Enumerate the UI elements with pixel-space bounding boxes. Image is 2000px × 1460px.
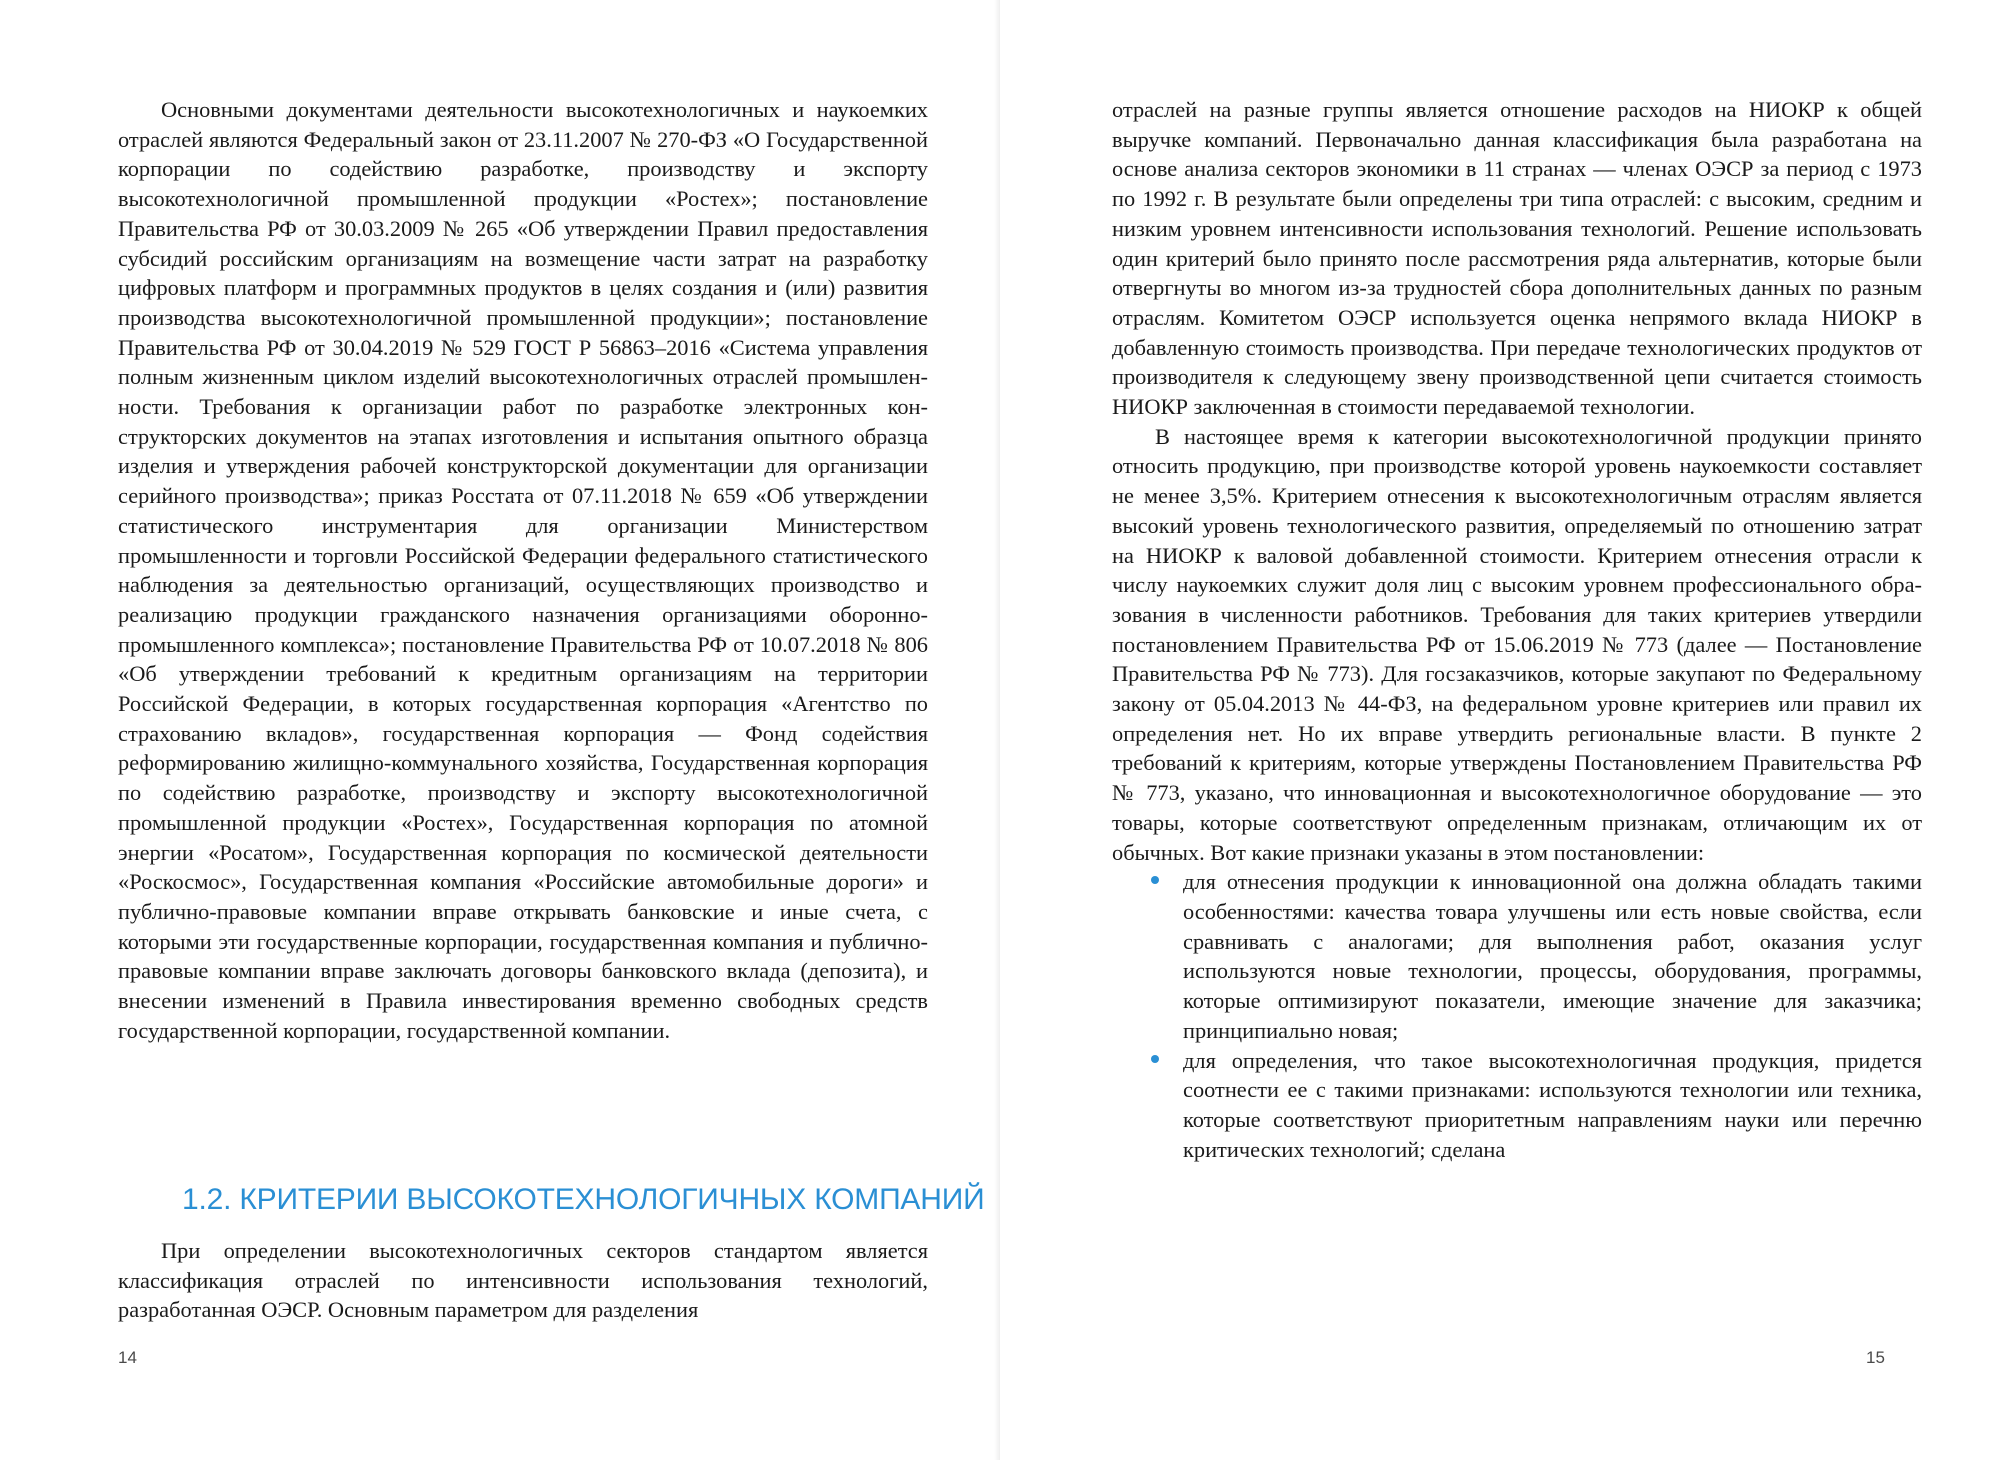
list-item: [1112, 867, 1922, 1045]
page-number-left: 14: [118, 1348, 137, 1367]
right-page: [1000, 0, 2000, 1460]
list-item-text: для отнесения продукции к инновационной она должна обладать такими особенностями: качества товара улучшены или есть новые свойства, если сравнивать с аналогами; для выполнения работ, оказания услуг используются новые технологии, процессы, оборудования, программы, которые оптимизируют показатели, имеющие значение для заказчика; принципиально новая;: [1183, 869, 1922, 1043]
criteria-list: [1112, 867, 1922, 1164]
right-paragraph: В настоящее время к категории высокотехнологичной продукции принято относить продукцию, при производстве которой уровень наукоемкости составляет не менее 3,5%. Критерием отнесения к высокотехнологичным отраслям является высокий уровень технологического развития, определяемый по отношению затрат на НИОКР к валовой добавленной стоимости. Критерием отнесения отрасли к числу наукоемких служит доля лиц с высоким уровнем профессионального образования в численности работников. Требования для таких критериев утвердили постановлением Правительства РФ от 15.06.2019 № 773 (далее — Постановление Правительства РФ № 773). Для госзаказчиков, которые закупают по Федеральному закону от 05.04.2013 № 44-ФЗ, на федеральном уровне критериев или правил их определения нет. Но их вправе утвердить региональные власти. В пункте 2 требований к критериям, которые утверждены Постановлением Правительства РФ № 773, указано, что инновационная и высокотехнологичное оборудование — это товары, которые соответствуют определенным признакам, отличающим их от обычных. Вот какие признаки указаны в этом постановлении:: [1112, 423, 1922, 865]
left-paragraph: Основными документами деятельности высокотехнологичных и наукоемких отраслей являются Федеральный закон от 23.11.2007 № 270-ФЗ «О Государственной корпорации по содействию разработке, производству и экспорту высокотехнологичной промышленной продукции «Ростех»; постановление Правительства РФ от 30.03.2009 № 265 «Об утверждении Правил предоставления субсидий российским организациям на возмещение части затрат на разработку цифровых платформ и программных продуктов в целях создания и (или) развития производства высокотехнологичной промышленной продукции»; постановление Правительства РФ от 30.04.2019 № 529 ГОСТ Р 56863–2016 «Система управления полным жизненным циклом изделий высокотехнологичных отраслей промышленности. Требования к организации работ по разработке электронных конструкторских документов на этапах изготовления и испытания опытного образца изделия и утверждения рабочей конструкторской документации для организации серийного производства»; приказ Росстата от 07.11.2018 № 659 «Об утверждении статистического инструментария для организации Министерством промышленности и торговли Российской Федерации федерального статистического наблюдения за деятельностью организаций, осуществляющих производство и реализацию продукции гражданского назначения организациями оборонно-промышленного комплекса»; постановление Правительства РФ от 10.07.2018 № 806 «Об утверждении требований к кредитным организациям на территории Российской Федерации, в которых государственная корпорация «Агентство по страхованию вкладов», государственная корпорация — Фонд содействия реформированию жилищно-коммунального хозяйства, Государственная корпорация по содействию разработке, производству и экспорту высокотехнологичной промышленной продукции «Ростех», Государственная корпорация по атомной энергии «Росатом», Государственная корпорация по космической деятельности «Роскосмос», Государственная компания «Российские автомобильные дороги» и публично-правовые компании вправе открывать банковские и иные счета, с которыми эти государственные корпорации, государственная компания и публично-правовые компании вправе заключать договоры банковского вклада (депозита), и внесении изменений в Правила инвестирования временно свободных средств государственной корпорации, государственной компании.: [118, 97, 928, 1043]
right-body-text: [1112, 95, 1922, 1164]
bullet-icon: [1151, 1055, 1159, 1063]
section-intro: [118, 1236, 928, 1325]
section-heading: 1.2. КРИТЕРИИ ВЫСОКОТЕХНОЛОГИЧНЫХ КОМПАНИЙ: [182, 1183, 985, 1216]
list-item: [1112, 1046, 1922, 1165]
page-number-right: 15: [1866, 1348, 1885, 1367]
section-intro-paragraph: При определении высокотехнологичных секторов стандартом является классификация отраслей по интенсивности использования технологий, разработанная ОЭСР. Основным параметром для разделения: [118, 1238, 928, 1323]
bullet-icon: [1151, 876, 1159, 884]
list-item-text: для определения, что такое высокотехнологичная продукция, придется соотнести ее с такими признаками: используются технологии или техника, которые соответствуют приоритетным направлениям науки или перечню критических технологий; сделана: [1183, 1047, 1922, 1162]
continuation-paragraph: отраслей на разные группы является отношение расходов на НИОКР к общей выручке компаний. Первоначально данная классификация была разработана на основе анализа секторов экономики в 11 странах — членах ОЭСР за период с 1973 по 1992 г. В результате были определены три типа отраслей: с высоким, средним и низким уровнем интенсивности использования технологий. Решение использовать один критерий было принято после рассмотрения ряда альтернатив, которые были отвергнуты во многом из-за трудностей сбора дополнительных данных по разным отраслям. Комитетом ОЭСР используется оценка непрямого вклада НИОКР в добавленную стоимость производства. При передаче технологических продуктов от производителя к следующему звену производственной цепи считается стоимость НИОКР заключенная в стоимости передаваемой технологии.: [1112, 97, 1922, 420]
left-body-text: [118, 95, 928, 1046]
